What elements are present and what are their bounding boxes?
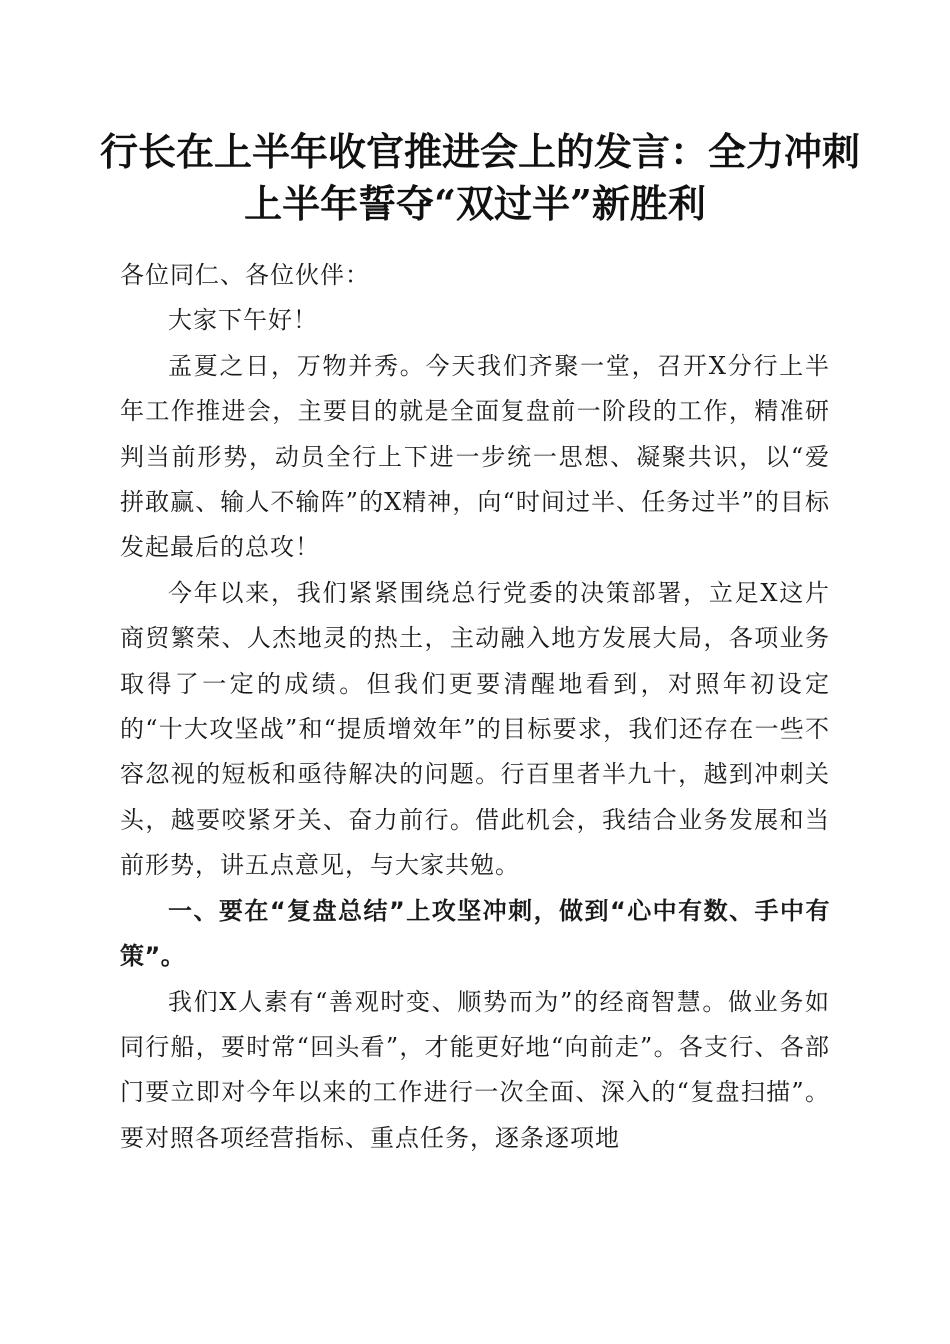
greeting: 大家下午好！	[168, 306, 318, 335]
document-body	[120, 253, 830, 1161]
section-paragraph: 我们X人素有“善观时变、顺势而为”的经商智慧。做业务如同行船，要时常“回头看”，才能更好地“向前走”。各支行、各部门要立即对今年以来的工作进行一次全面、深入的“复盘扫描”。要对照各项经营指标、重点任务，逐条逐项地	[120, 987, 830, 1152]
paragraph-review: 今年以来，我们紧紧围绕总行党委的决策部署，立足X这片商贸繁荣、人杰地灵的热土，主动融入地方发展大局，各项业务取得了一定的成绩。但我们更要清醒地看到，对照年初设定的“十大攻坚战”和“提质增效年”的目标要求，我们还存在一些不容忽视的短板和亟待解决的问题。行百里者半九十，越到冲刺关头，越要咬紧牙关、奋力前行。借此机会，我结合业务发展和当前形势，讲五点意见，与大家共勉。	[120, 578, 830, 880]
section-heading: 一、要在“复盘总结”上攻坚冲刺，做到“心中有数、手中有策”。	[120, 896, 830, 971]
salutation: 各位同仁、各位伙伴：	[120, 261, 370, 289]
title-line-2: 上半年誓夺“双过半”新胜利	[244, 181, 706, 226]
title-line-1: 行长在上半年收官推进会上的发言：全力冲刺	[100, 129, 861, 174]
document-title	[100, 126, 861, 230]
paragraph-opening: 孟夏之日，万物并秀。今天我们齐聚一堂，召开X分行上半年工作推进会，主要目的就是全面复盘前一阶段的工作，精准研判当前形势，动员全行上下进一步统一思想、凝聚共识，以“爱拼敢赢、输人不输阵”的X精神，向“时间过半、任务过半”的目标发起最后的总攻！	[120, 351, 830, 562]
